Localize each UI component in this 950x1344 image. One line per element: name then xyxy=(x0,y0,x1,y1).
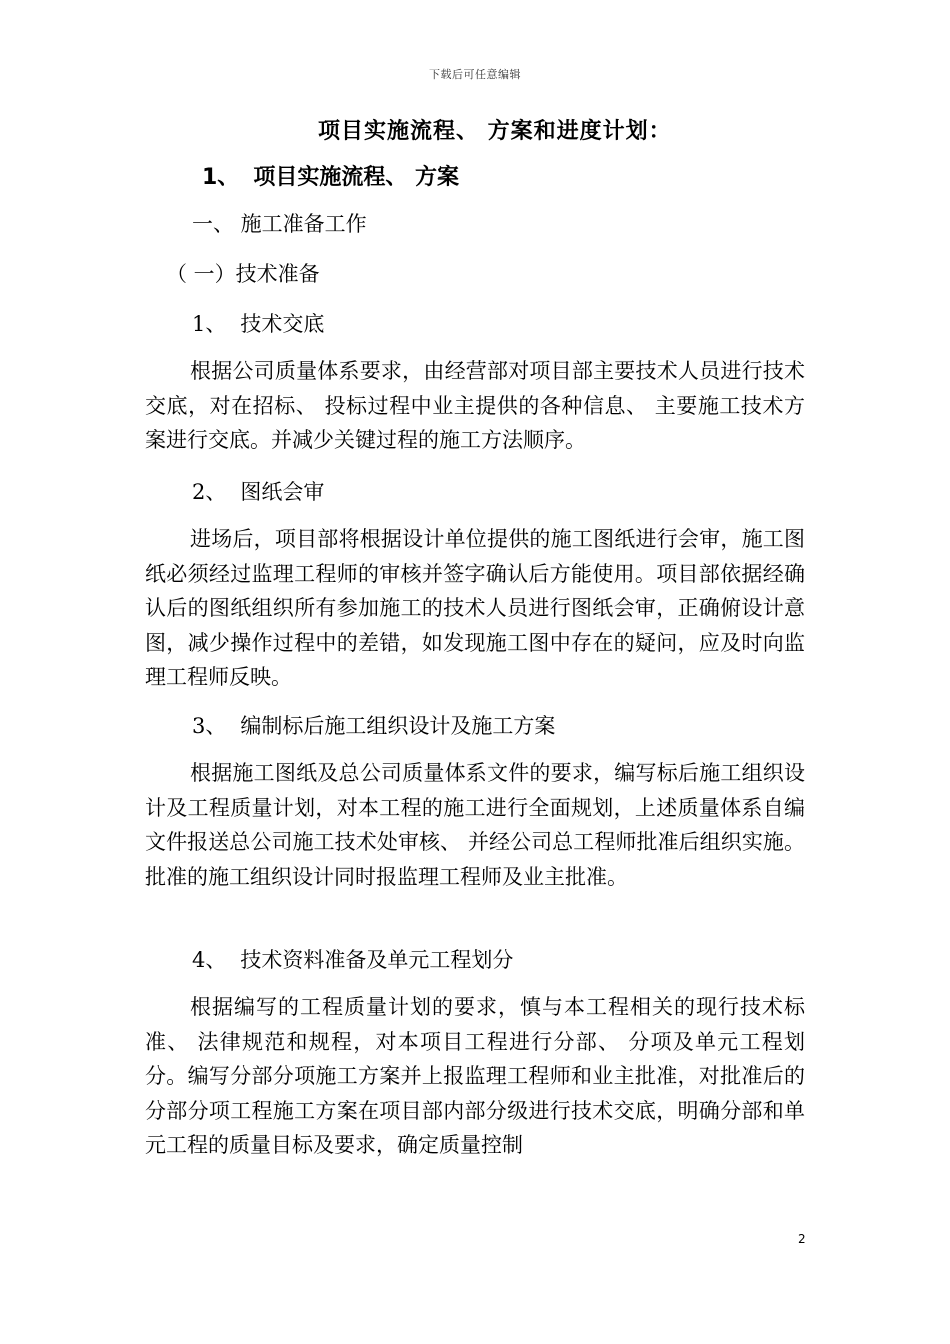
document-title: 项目实施流程、 方案和进度计划： xyxy=(318,119,672,144)
item-heading-4 xyxy=(192,944,513,974)
paragraph-1: 根据公司质量体系要求，由经营部对项目部主要技术人员进行技术交底，对在招标、 投标过程中业主提供的各种信息、 主要施工技术方案进行交底。并减少关键过程的施工方法顺序。 xyxy=(145,359,805,452)
item-number: 3、 xyxy=(192,714,227,738)
section-text: 项目实施流程、 方案 xyxy=(253,165,459,190)
item-number: 1、 xyxy=(192,312,227,336)
subpart-heading: （ 一）技术准备 xyxy=(166,262,320,286)
header-note: 下载后可任意编辑 xyxy=(429,68,521,81)
paragraph-2: 进场后，项目部将根据设计单位提供的施工图纸进行会审，施工图纸必须经过监理工程师的审核并签字确认后方能使用。项目部依据经确认后的图纸组织所有参加施工的技术人员进行图纸会审，正确俯设计意图，减少操作过程中的差错，如发现施工图中存在的疑问，应及时向监理工程师反映。 xyxy=(145,527,805,689)
item-heading-3 xyxy=(192,710,555,740)
item-title: 编制标后施工组织设计及施工方案 xyxy=(240,714,556,738)
page-number: 2 xyxy=(798,1232,806,1246)
part-heading: 一、 施工准备工作 xyxy=(192,212,367,236)
paragraph-4: 根据编写的工程质量计划的要求，慎与本工程相关的现行技术标准、 法律规范和规程，对本项目工程进行分部、 分项及单元工程划分。编写分部分项施工方案并上报监理工程师和业主批准，对批准后的分部分项工程施工方案在项目部内部分级进行技术交底，明确分部和单元工程的质量目标及要求，确定质量控制 xyxy=(145,995,805,1157)
item-number: 4、 xyxy=(192,948,227,972)
item-heading-2 xyxy=(192,476,324,506)
item-title: 图纸会审 xyxy=(240,480,325,504)
item-heading-1 xyxy=(192,308,324,338)
section-number: 1、 xyxy=(202,165,240,190)
item-title: 技术资料准备及单元工程划分 xyxy=(240,948,514,972)
item-number: 2、 xyxy=(192,480,227,504)
item-title: 技术交底 xyxy=(240,312,325,336)
section-heading xyxy=(202,160,459,191)
paragraph-3: 根据施工图纸及总公司质量体系文件的要求，编写标后施工组织设计及工程质量计划，对本工程的施工进行全面规划，上述质量体系自编文件报送总公司施工技术处审核、 并经公司总工程师批准后组织实施。批准的施工组织设计同时报监理工程师及业主批准。 xyxy=(145,761,805,889)
